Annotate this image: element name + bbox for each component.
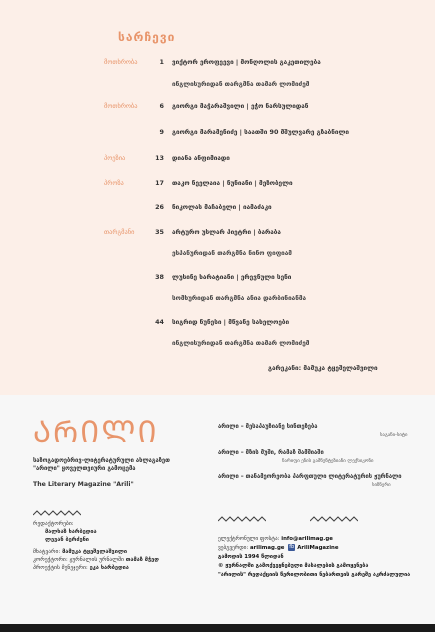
toc-row[interactable] bbox=[0, 228, 435, 242]
toc-title: სარჩევი bbox=[118, 30, 176, 44]
facebook-link[interactable]: AriliMagazine bbox=[297, 545, 339, 551]
toc-section: პროზა bbox=[104, 179, 124, 187]
manager-name: ეკა ხარბედია bbox=[89, 565, 129, 571]
copyright-line: © ჟურნალში გამოქვეყნებული მასალების გამოყენება bbox=[218, 563, 369, 569]
copyright-line: "არილის" რედაქციის წერილობითი ნებართვის გარეშე აკრძალულია bbox=[218, 572, 411, 578]
toc-entry: გიორგი მაჭარაშვილი | ეჭო ნარსულიდან bbox=[172, 102, 309, 110]
toc-page: 35 bbox=[155, 228, 164, 236]
wave-ornament-icon bbox=[218, 516, 266, 523]
toc-page: 6 bbox=[159, 102, 164, 110]
toc-section: მოთხრობა bbox=[104, 58, 138, 66]
toc-page: 17 bbox=[155, 179, 164, 187]
toc-row bbox=[0, 80, 435, 94]
toc-entry: სიგრიდ ნუნესი | მწვანე სახელოები bbox=[172, 318, 290, 326]
toc-row[interactable] bbox=[0, 179, 435, 193]
project-link-title: არილი – მესაპაუზიანე სინთეზება bbox=[218, 424, 318, 430]
page-bottom-edge bbox=[0, 624, 435, 632]
project-link[interactable] bbox=[218, 473, 408, 488]
project-link-title: არილი – თანამეორეობა პარფთული ლიტერატურის ჟურნალი bbox=[218, 474, 402, 480]
arili-logo: ᲐᲠᲘᲚᲘ bbox=[33, 415, 159, 450]
toc-entry: ნიკოლას მაჩაბელი | იამაძაკი bbox=[172, 203, 272, 211]
email-label: ელექტრონული ფოსტა: bbox=[218, 536, 280, 542]
toc-row[interactable] bbox=[0, 102, 435, 116]
toc-page: 1 bbox=[159, 58, 164, 66]
founded-text: გამოდის 1994 წლიდან bbox=[218, 554, 284, 560]
toc-section: თარგმანი bbox=[104, 228, 135, 236]
toc-row bbox=[0, 249, 435, 263]
toc-row[interactable] bbox=[0, 318, 435, 332]
staff-list bbox=[33, 520, 159, 572]
contact-info bbox=[218, 535, 410, 580]
toc-entry-sub: ესპანურიდან თარგმნა ნინო ფიფიამ bbox=[172, 249, 292, 257]
email-link[interactable]: info@arilimag.ge bbox=[281, 536, 333, 542]
toc-page: 9 bbox=[159, 128, 164, 136]
toc-row[interactable] bbox=[0, 128, 435, 142]
toc-entry-sub: სომხურიდან თარგმნა ანია დარბინიანმა bbox=[172, 294, 307, 302]
editor-name: მალხაზ ხარბედია bbox=[45, 529, 97, 535]
artist-label: მხატვარი: bbox=[33, 549, 61, 555]
corrector-name: თამაზ მჭედ bbox=[125, 557, 159, 563]
project-link-title: არილი – მზის მუში, რამაზ შამშიაში bbox=[218, 450, 324, 456]
toc-entry: არტურო უსლარ პიეტრი | ბარაბა bbox=[172, 228, 281, 236]
web-link[interactable]: arilimag.ge bbox=[249, 545, 285, 551]
toc-entry-sub: ინგლისურიდან თარგმნა თამარ ლომიძემ bbox=[172, 339, 310, 347]
toc-entry: ლუსინე ხარატიანი | ერევნული სენი bbox=[172, 273, 292, 281]
project-link[interactable] bbox=[218, 450, 374, 464]
toc-page: 44 bbox=[155, 318, 164, 326]
toc-entry: ვიქტორ ეროფეევი | მონღოლის გაკეთილება bbox=[172, 58, 321, 66]
toc-section: მოთხრობა bbox=[104, 102, 138, 110]
magazine-english-name: The Literary Magazine "Arili" bbox=[33, 481, 134, 488]
web-label: ვებგვერდი: bbox=[218, 545, 249, 551]
manager-label: პროექტის მენეჯერი: bbox=[33, 565, 88, 571]
corrector-label: კორექტორი: bbox=[33, 557, 68, 563]
wave-ornament-icon bbox=[310, 516, 358, 523]
toc-entry: დიანა ანფიმიადი bbox=[172, 154, 230, 162]
toc-entry-sub: ინგლისურიდან თარგმნა თამარ ლომიძემ bbox=[172, 80, 310, 88]
toc-row[interactable] bbox=[0, 154, 435, 168]
toc-page: 26 bbox=[155, 203, 164, 211]
cover-credit: გარეკანი: მამუკა ტყეშელაშვილი bbox=[268, 364, 378, 372]
toc-row[interactable] bbox=[0, 203, 435, 217]
editors-label: რედაქტორები: bbox=[33, 521, 74, 527]
project-link-url: ნარიფი ენის გამნუნტეზიანი ლექსიკონი bbox=[282, 459, 374, 464]
project-link[interactable] bbox=[218, 424, 408, 438]
toc-entry: თაკო ნეელაია | ნუნიანი | მეზობელი bbox=[172, 179, 293, 187]
corrector-text: ჟურნალის ურნალში bbox=[69, 557, 124, 563]
toc-section: პოეზია bbox=[104, 154, 126, 162]
desc-line: "არილი" ყოველთვიური გამოცემა bbox=[33, 466, 136, 472]
desc-line: საზოგადოებრივ-ლიტერატურული ახლაგაზეთ bbox=[33, 458, 170, 464]
wave-ornament-icon bbox=[33, 510, 81, 517]
editor-name: ლევან ბერძენი bbox=[45, 537, 89, 543]
toc-row[interactable] bbox=[0, 58, 435, 72]
toc-row bbox=[0, 294, 435, 308]
toc-entry: გიორგი მარამენიძე | საათში 90 მშულვარე გზაბნილი bbox=[172, 128, 349, 136]
project-link-url: საგანი-სიტი bbox=[380, 433, 408, 438]
toc-page: 38 bbox=[155, 273, 164, 281]
facebook-icon: fb bbox=[289, 544, 295, 550]
project-link-url: სიზნერი bbox=[372, 483, 391, 488]
magazine-description bbox=[33, 457, 203, 473]
artist-name: მამუკა ტყეშელაშვილი bbox=[62, 549, 128, 555]
toc-row bbox=[0, 339, 435, 353]
toc-row[interactable] bbox=[0, 273, 435, 287]
toc-page: 13 bbox=[155, 154, 164, 162]
